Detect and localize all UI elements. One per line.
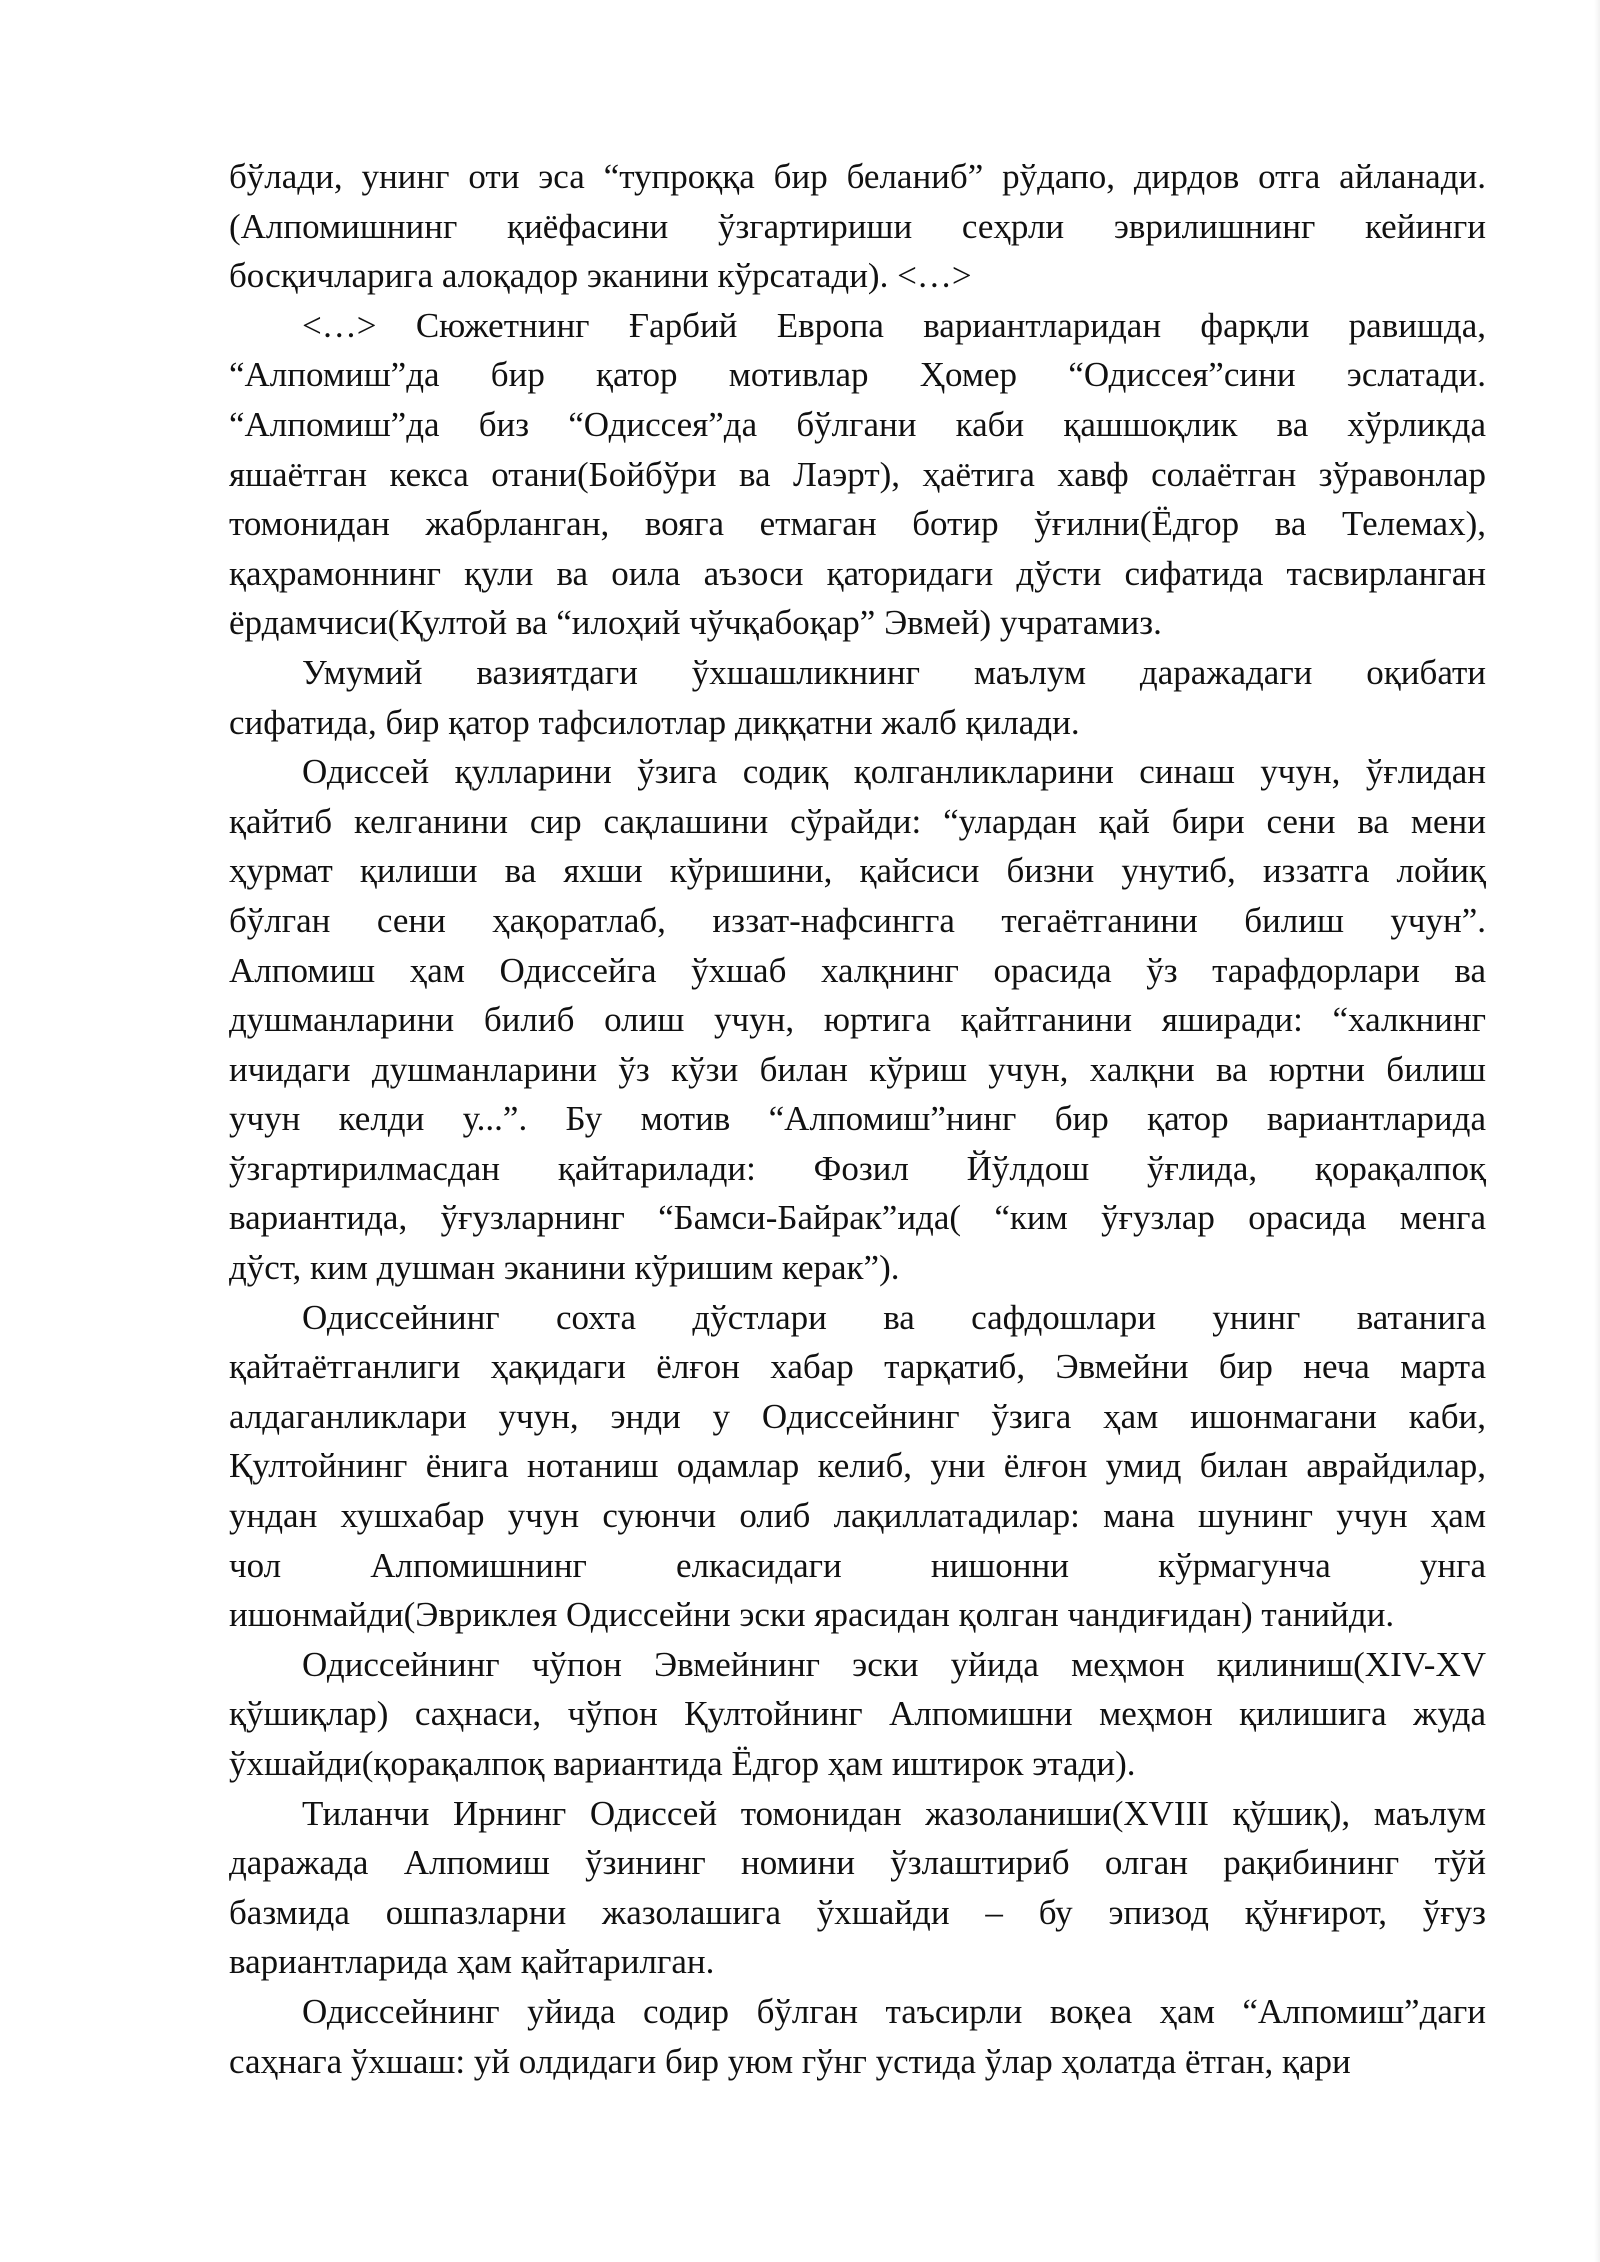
text-line: саҳнага ўхшаш: уй олдидаги бир уюм гўнг устида ўлар ҳолатда ётган, қари <box>229 2041 1351 2081</box>
text-line: ундан хушхабар учун суюнчи олиб лақиллатадилар: мана шунинг учун ҳам <box>229 1496 1486 1536</box>
text-line: Одиссейнинг чўпон Эвмейнинг эски уйида меҳмон қилиниш(XIV-XV <box>302 1644 1486 1684</box>
text-line: ўзгартирилмасдан қайтарилади: Фозил Йўлдош ўғлида, қорақалпоқ <box>229 1148 1486 1188</box>
text-line: Қултойнинг ёнига нотаниш одамлар келиб, уни ёлғон умид билан аврайдилар, <box>229 1446 1486 1486</box>
text-line: Тиланчи Ирнинг Одиссей томонидан жазоланиши(XVIII қўшиқ), маълум <box>302 1793 1486 1833</box>
text-line: <…> Сюжетнинг Ғарбий Европа вариантларидан фарқли равишда, <box>302 305 1486 345</box>
text-line: Алпомиш ҳам Одиссейга ўхшаб халқнинг орасида ўз тарафдорлари ва <box>229 950 1486 990</box>
text-line: вариантида, ўғузларнинг “Бамси-Байрак”ида( “ким ўғузлар орасида менга <box>229 1198 1486 1238</box>
text-line: босқичларига алоқадор эканини кўрсатади). <…> <box>229 256 972 296</box>
text-line: томонидан жабрланган, вояга етмаган ботир ўғилни(Ёдгор ва Телемах), <box>229 504 1486 544</box>
text-line: қаҳрамоннинг қули ва оила аъзоси қаторидаги дўсти сифатида тасвирланган <box>229 553 1486 593</box>
text-line: қайтаётганлиги ҳақидаги ёлғон хабар тарқатиб, Эвмейни бир неча марта <box>229 1347 1486 1387</box>
text-line: базмида ошпазларни жазолашига ўхшайди – бу эпизод қўнғирот, ўғуз <box>229 1892 1486 1932</box>
text-line: даражада Алпомиш ўзининг номини ўзлаштириб олган рақибининг тўй <box>229 1843 1486 1883</box>
paragraph <box>229 747 1486 1293</box>
text-line: ишонмайди(Эвриклея Одиссейни эски ярасидан қолган чандиғидан) танийди. <box>229 1595 1395 1635</box>
text-line: Одиссей қулларини ўзига содиқ қолганликларини синаш учун, ўғлидан <box>302 752 1486 792</box>
paragraph <box>229 1789 1486 1987</box>
text-line: Одиссейнинг уйида содир бўлган таъсирли воқеа ҳам “Алпомиш”даги <box>302 1991 1486 2031</box>
text-line: “Алпомиш”да бир қатор мотивлар Ҳомер “Одиссея”сини эслатади. <box>229 355 1486 395</box>
text-line: вариантларида ҳам қайтарилган. <box>229 1942 715 1982</box>
text-line: дўст, ким душман эканини кўришим керак”). <box>229 1248 900 1288</box>
text-line: сифатида, бир қатор тафсилотлар диққатни жалб қилади. <box>229 702 1080 742</box>
text-line: бўлган сени ҳақоратлаб, иззат-нафсингга тегаётганини билиш учун”. <box>229 900 1486 940</box>
text-line: “Алпомиш”да биз “Одиссея”да бўлгани каби қашшоқлик ва хўрликда <box>229 404 1486 444</box>
text-line: қайтиб келганини сир сақлашини сўрайди: “улардан қай бири сени ва мени <box>229 801 1486 841</box>
paragraph <box>229 301 1486 648</box>
text-line: учун келди у...”. Бу мотив “Алпомиш”нинг бир қатор вариантларида <box>229 1099 1486 1139</box>
text-line: ҳурмат қилиши ва яхши кўришини, қайсиси бизни унутиб, иззатга лойиқ <box>229 851 1486 891</box>
text-line: ўхшайди(қорақалпоқ вариантида Ёдгор ҳам иштирок этади). <box>229 1744 1136 1783</box>
text-line: Одиссейнинг сохта дўстлари ва сафдошлари унинг ватанига <box>302 1297 1486 1337</box>
paragraph <box>229 1640 1486 1789</box>
text-line: чол Алпомишнинг елкасидаги нишонни кўрмагунча унга <box>229 1545 1486 1585</box>
paragraph <box>229 648 1486 747</box>
text-line: яшаётган кекса отани(Бойбўри ва Лаэрт), ҳаётига хавф солаётган зўравонлар <box>229 454 1486 494</box>
text-line: ичидаги душманларини ўз кўзи билан кўриш учун, халқни ва юртни билиш <box>229 1049 1486 1089</box>
text-line: душманларини билиб олиш учун, юртига қайтганини яширади: “халкнинг <box>229 1000 1486 1040</box>
paragraph <box>229 152 1486 301</box>
text-line: алдаганликлари учун, энди у Одиссейнинг ўзига ҳам ишонмагани каби, <box>229 1396 1486 1436</box>
body-text <box>229 152 1486 2086</box>
paragraph <box>229 1987 1486 2086</box>
text-line: бўлади, унинг оти эса “тупроққа бир беланиб” рўдапо, дирдов отга айланади. <box>229 157 1486 196</box>
text-line: Умумий вазиятдаги ўхшашликнинг маълум даражадаги оқибати <box>302 652 1486 692</box>
text-line: ёрдамчиси(Қултой ва “илоҳий чўчқабоқар” Эвмей) учратамиз. <box>229 603 1162 643</box>
paragraph <box>229 1293 1486 1640</box>
text-line: қўшиқлар) саҳнаси, чўпон Қултойнинг Алпомишни меҳмон қилишига жуда <box>229 1694 1486 1734</box>
text-line: (Алпомишнинг қиёфасини ўзгартириши сеҳрли эврилишнинг кейинги <box>229 206 1486 246</box>
page-edge <box>1594 0 1600 2262</box>
